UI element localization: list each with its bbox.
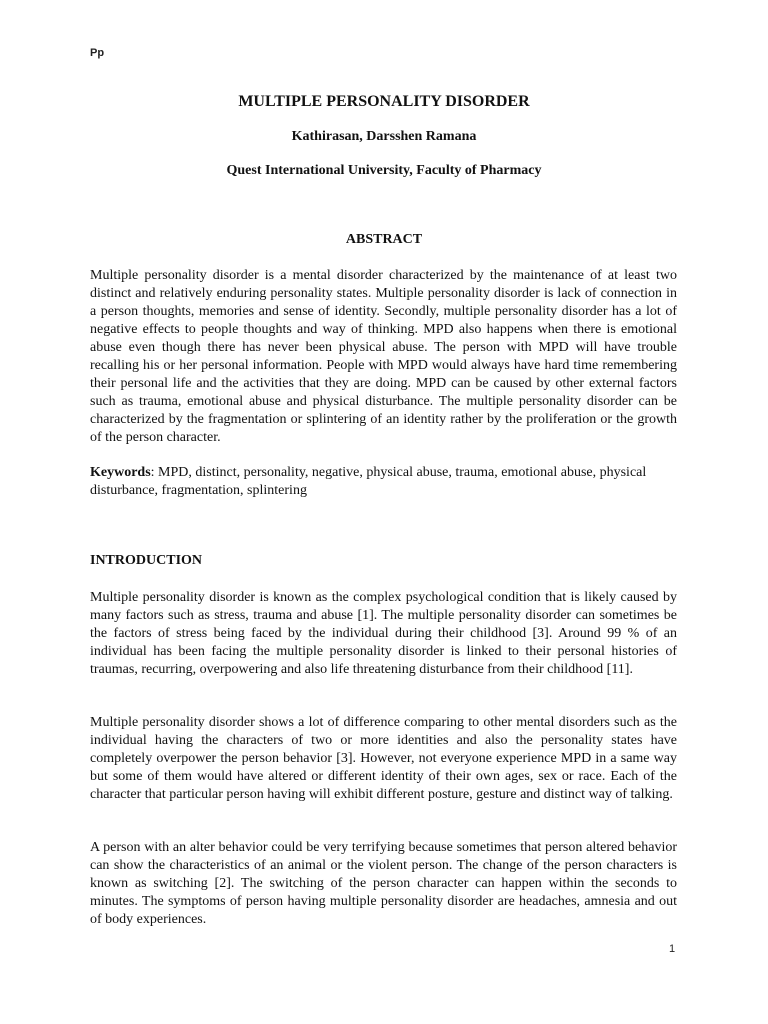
abstract-heading: ABSTRACT (345, 232, 423, 247)
intro-paragraph-3: A person with an alter behavior could be very terrifying because sometimes that person altered behavior can show the characteristics of an animal or the violent person. The change of the person characters is known as switching [2]. The switching of the person character can happen within the seconds to minutes. The symptoms of person having multiple personality disorder are headaches, amnesia and out of body experiences. (90, 840, 677, 927)
intro-paragraph-1: Multiple personality disorder is known as the complex psychological condition that is likely caused by many factors such as stress, trauma and abuse [1]. The multiple personality disorder can sometimes be the factors of stress being faced by the individual during their childhood [3]. Around 99 % of an individual has been facing the multiple personality disorder is linked to their personal histories of traumas, recurring, overpowering and also life threatening disturbance from their childhood [11]. (90, 590, 677, 677)
page-number: 1 (669, 943, 676, 955)
keywords-text: : MPD, distinct, personality, negative, physical abuse, trauma, emotional abuse, physical disturbance, fragmentation, splintering (90, 465, 647, 498)
introduction-heading: INTRODUCTION (90, 553, 203, 568)
paper-authors: Kathirasan, Darsshen Ramana (291, 129, 477, 144)
header-mark: Pp (90, 47, 105, 59)
keywords-label: Keywords (90, 465, 151, 480)
abstract-body: Multiple personality disorder is a mental disorder characterized by the maintenance of at least two distinct and relatively enduring personality states. Multiple personality disorder is lack of connection in a person thoughts, memories and sense of identity. Secondly, multiple personality disorder has a lot of negative effects to people thoughts and way of thinking. MPD also happens when there is emotional abuse even though there has never been physical abuse. The person with MPD will have trouble recalling his or her personal information. People with MPD would always have hard time remembering their personal life and the activities that they are doing. MPD can be caused by other external factors such as trauma, emotional abuse and physical disturbance. The multiple personality disorder can be characterized by the fragmentation or splintering of an identity rather by the proliferation or the growth of the person character. (90, 268, 677, 445)
intro-paragraph-2: Multiple personality disorder shows a lot of difference comparing to other mental disorders such as the individual having the characters of two or more identities and also the personality states have completely overpower the person behavior [3]. However, not everyone experience MPD in a same way but some of them would have altered or different identity of their own ages, sex or race. Each of the character that particular person having will exhibit different posture, gesture and distinct way of talking. (90, 715, 677, 802)
paper-title: MULTIPLE PERSONALITY DISORDER (238, 93, 530, 110)
paper-affiliation: Quest International University, Faculty of Pharmacy (226, 163, 542, 178)
keywords-line (90, 464, 677, 500)
